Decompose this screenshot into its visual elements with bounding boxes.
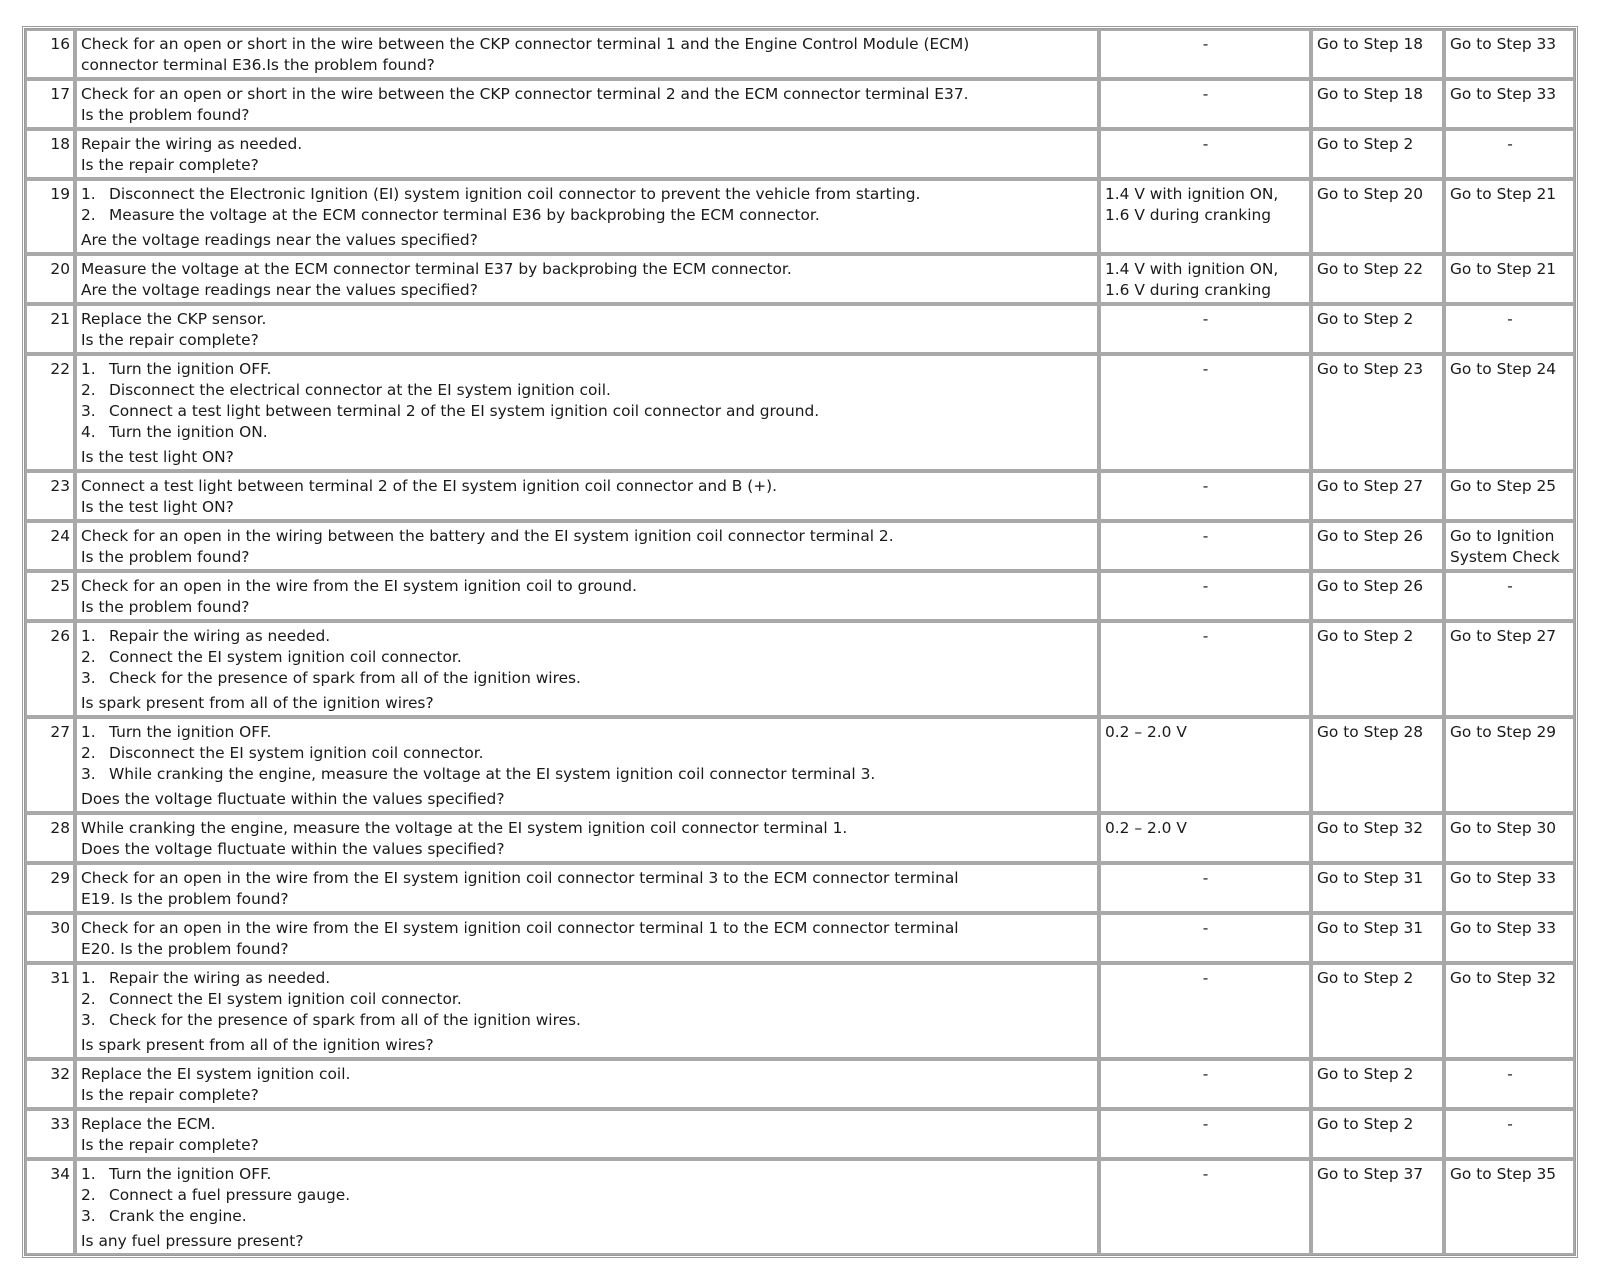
step-number: 33 bbox=[25, 1109, 75, 1159]
no-action: - bbox=[1444, 1109, 1575, 1159]
yes-action: Go to Step 28 bbox=[1311, 717, 1444, 813]
step-value: 0.2 – 2.0 V bbox=[1099, 813, 1311, 863]
step-question: Is the test light ON? bbox=[81, 448, 234, 466]
action-line: Replace the ECM. bbox=[81, 1115, 216, 1133]
action-line: Check for an open or short in the wire between the CKP connector terminal 2 and the ECM connector terminal E37. bbox=[81, 85, 969, 103]
action-list-item bbox=[81, 968, 1094, 989]
list-item-number: 3. bbox=[81, 1207, 96, 1225]
step-value: - bbox=[1099, 621, 1311, 717]
list-item-text: Disconnect the Electronic Ignition (EI) system ignition coil connector to prevent the vehicle from starting. bbox=[109, 185, 921, 203]
list-item-number: 1. bbox=[81, 723, 96, 741]
diagnostic-table bbox=[22, 26, 1578, 1258]
step-number: 26 bbox=[25, 621, 75, 717]
action-list-item bbox=[81, 1164, 1094, 1185]
yes-action: Go to Step 20 bbox=[1311, 179, 1444, 254]
table-row bbox=[25, 863, 1575, 913]
step-value: - bbox=[1099, 304, 1311, 354]
action-line: Replace the CKP sensor. bbox=[81, 310, 267, 328]
step-value: - bbox=[1099, 521, 1311, 571]
list-item-text: Connect a fuel pressure gauge. bbox=[109, 1186, 351, 1204]
no-action: Go to Step 27 bbox=[1444, 621, 1575, 717]
action-list bbox=[81, 626, 1094, 689]
step-question: Is spark present from all of the ignition wires? bbox=[81, 694, 434, 712]
action-line: Is the problem found? bbox=[81, 598, 250, 616]
list-item-text: Check for the presence of spark from all of the ignition wires. bbox=[109, 1011, 581, 1029]
no-action: Go to Step 33 bbox=[1444, 863, 1575, 913]
action-line: Check for an open in the wire from the EI system ignition coil connector terminal 3 to the ECM connector terminal bbox=[81, 869, 959, 887]
step-number: 31 bbox=[25, 963, 75, 1059]
step-action bbox=[75, 521, 1099, 571]
action-line: Replace the EI system ignition coil. bbox=[81, 1065, 351, 1083]
table-row bbox=[25, 913, 1575, 963]
list-item-text: Connect the EI system ignition coil connector. bbox=[109, 648, 462, 666]
action-list-item bbox=[81, 1185, 1094, 1206]
table-row bbox=[25, 179, 1575, 254]
step-value: 1.4 V with ignition ON, 1.6 V during cranking bbox=[1099, 254, 1311, 304]
list-item-number: 3. bbox=[81, 765, 96, 783]
no-action: Go to Step 21 bbox=[1444, 254, 1575, 304]
list-item-number: 2. bbox=[81, 648, 96, 666]
list-item-text: Disconnect the EI system ignition coil connector. bbox=[109, 744, 484, 762]
action-list-item bbox=[81, 401, 1094, 422]
step-action bbox=[75, 1109, 1099, 1159]
no-action: Go to Ignition System Check bbox=[1444, 521, 1575, 571]
table-row bbox=[25, 571, 1575, 621]
step-action bbox=[75, 1059, 1099, 1109]
action-list bbox=[81, 722, 1094, 785]
table-row bbox=[25, 254, 1575, 304]
yes-action: Go to Step 23 bbox=[1311, 354, 1444, 471]
action-list bbox=[81, 968, 1094, 1031]
step-action bbox=[75, 621, 1099, 717]
list-item-number: 2. bbox=[81, 744, 96, 762]
no-action: Go to Step 33 bbox=[1444, 79, 1575, 129]
action-list-item bbox=[81, 647, 1094, 668]
action-line: Connect a test light between terminal 2 of the EI system ignition coil connector and B (+). bbox=[81, 477, 778, 495]
action-list bbox=[81, 1164, 1094, 1227]
table-row bbox=[25, 354, 1575, 471]
action-list-item bbox=[81, 722, 1094, 743]
action-line: Are the voltage readings near the values specified? bbox=[81, 281, 478, 299]
list-item-number: 1. bbox=[81, 360, 96, 378]
yes-action: Go to Step 37 bbox=[1311, 1159, 1444, 1255]
step-question: Does the voltage fluctuate within the values specified? bbox=[81, 790, 505, 808]
no-action: Go to Step 35 bbox=[1444, 1159, 1575, 1255]
action-list-item bbox=[81, 1010, 1094, 1031]
step-number: 16 bbox=[25, 29, 75, 79]
action-line: Check for an open in the wire from the EI system ignition coil connector terminal 1 to the ECM connector terminal bbox=[81, 919, 959, 937]
list-item-text: Check for the presence of spark from all of the ignition wires. bbox=[109, 669, 581, 687]
action-list-item bbox=[81, 1206, 1094, 1227]
yes-action: Go to Step 31 bbox=[1311, 913, 1444, 963]
list-item-text: Turn the ignition ON. bbox=[109, 423, 268, 441]
yes-action: Go to Step 27 bbox=[1311, 471, 1444, 521]
yes-action: Go to Step 26 bbox=[1311, 571, 1444, 621]
list-item-text: Turn the ignition OFF. bbox=[109, 360, 272, 378]
list-item-number: 2. bbox=[81, 381, 96, 399]
list-item-number: 3. bbox=[81, 402, 96, 420]
no-action: Go to Step 32 bbox=[1444, 963, 1575, 1059]
step-value: - bbox=[1099, 354, 1311, 471]
action-line: Is the problem found? bbox=[81, 106, 250, 124]
step-number: 17 bbox=[25, 79, 75, 129]
action-line: Check for an open in the wiring between the battery and the EI system ignition coil connector terminal 2. bbox=[81, 527, 894, 545]
action-list-item bbox=[81, 359, 1094, 380]
action-list-item bbox=[81, 626, 1094, 647]
step-action bbox=[75, 129, 1099, 179]
step-action bbox=[75, 717, 1099, 813]
step-value: 0.2 – 2.0 V bbox=[1099, 717, 1311, 813]
action-line: Is the repair complete? bbox=[81, 1136, 259, 1154]
step-value: - bbox=[1099, 1109, 1311, 1159]
step-action bbox=[75, 29, 1099, 79]
step-action bbox=[75, 471, 1099, 521]
list-item-text: Measure the voltage at the ECM connector terminal E36 by backprobing the ECM connector. bbox=[109, 206, 820, 224]
action-line: Does the voltage fluctuate within the values specified? bbox=[81, 840, 505, 858]
action-list-item bbox=[81, 668, 1094, 689]
no-action: Go to Step 33 bbox=[1444, 913, 1575, 963]
step-number: 18 bbox=[25, 129, 75, 179]
list-item-number: 2. bbox=[81, 1186, 96, 1204]
action-list-item bbox=[81, 184, 1094, 205]
step-value: - bbox=[1099, 1159, 1311, 1255]
step-number: 19 bbox=[25, 179, 75, 254]
action-list-item bbox=[81, 422, 1094, 443]
no-action: Go to Step 25 bbox=[1444, 471, 1575, 521]
table-row bbox=[25, 963, 1575, 1059]
no-action: Go to Step 33 bbox=[1444, 29, 1575, 79]
no-action: Go to Step 24 bbox=[1444, 354, 1575, 471]
step-number: 25 bbox=[25, 571, 75, 621]
list-item-number: 3. bbox=[81, 669, 96, 687]
action-line: E19. Is the problem found? bbox=[81, 890, 289, 908]
list-item-text: Repair the wiring as needed. bbox=[109, 969, 331, 987]
action-list bbox=[81, 359, 1094, 443]
action-line: E20. Is the problem found? bbox=[81, 940, 289, 958]
action-line: Repair the wiring as needed. bbox=[81, 135, 303, 153]
step-question: Is spark present from all of the ignition wires? bbox=[81, 1036, 434, 1054]
yes-action: Go to Step 32 bbox=[1311, 813, 1444, 863]
list-item-number: 2. bbox=[81, 990, 96, 1008]
step-value: - bbox=[1099, 913, 1311, 963]
step-value: - bbox=[1099, 471, 1311, 521]
no-action: Go to Step 29 bbox=[1444, 717, 1575, 813]
step-number: 23 bbox=[25, 471, 75, 521]
action-line: Is the repair complete? bbox=[81, 331, 259, 349]
step-number: 21 bbox=[25, 304, 75, 354]
table-row bbox=[25, 79, 1575, 129]
no-action: - bbox=[1444, 1059, 1575, 1109]
action-line: While cranking the engine, measure the voltage at the EI system ignition coil connector terminal 1. bbox=[81, 819, 848, 837]
table-row bbox=[25, 621, 1575, 717]
list-item-text: Connect a test light between terminal 2 of the EI system ignition coil connector and ground. bbox=[109, 402, 820, 420]
action-list-item bbox=[81, 380, 1094, 401]
action-list-item bbox=[81, 205, 1094, 226]
no-action: - bbox=[1444, 304, 1575, 354]
list-item-number: 1. bbox=[81, 627, 96, 645]
list-item-text: Turn the ignition OFF. bbox=[109, 723, 272, 741]
action-list-item bbox=[81, 764, 1094, 785]
table-row bbox=[25, 521, 1575, 571]
yes-action: Go to Step 18 bbox=[1311, 29, 1444, 79]
step-action bbox=[75, 571, 1099, 621]
list-item-text: Connect the EI system ignition coil connector. bbox=[109, 990, 462, 1008]
table-row bbox=[25, 129, 1575, 179]
action-line: connector terminal E36.Is the problem found? bbox=[81, 56, 435, 74]
yes-action: Go to Step 2 bbox=[1311, 304, 1444, 354]
step-value: - bbox=[1099, 571, 1311, 621]
step-action bbox=[75, 813, 1099, 863]
yes-action: Go to Step 2 bbox=[1311, 1109, 1444, 1159]
action-line: Is the repair complete? bbox=[81, 156, 259, 174]
step-number: 29 bbox=[25, 863, 75, 913]
table-row bbox=[25, 1109, 1575, 1159]
action-line: Is the repair complete? bbox=[81, 1086, 259, 1104]
yes-action: Go to Step 2 bbox=[1311, 621, 1444, 717]
no-action: - bbox=[1444, 129, 1575, 179]
list-item-text: Crank the engine. bbox=[109, 1207, 247, 1225]
table-row bbox=[25, 1059, 1575, 1109]
step-value: 1.4 V with ignition ON, 1.6 V during cranking bbox=[1099, 179, 1311, 254]
table-row bbox=[25, 1159, 1575, 1255]
list-item-number: 1. bbox=[81, 1165, 96, 1183]
action-line: Is the problem found? bbox=[81, 548, 250, 566]
yes-action: Go to Step 31 bbox=[1311, 863, 1444, 913]
list-item-number: 1. bbox=[81, 185, 96, 203]
list-item-text: Repair the wiring as needed. bbox=[109, 627, 331, 645]
yes-action: Go to Step 2 bbox=[1311, 963, 1444, 1059]
step-action bbox=[75, 913, 1099, 963]
table-row bbox=[25, 471, 1575, 521]
step-action bbox=[75, 304, 1099, 354]
step-number: 30 bbox=[25, 913, 75, 963]
step-action bbox=[75, 254, 1099, 304]
step-action bbox=[75, 179, 1099, 254]
step-number: 34 bbox=[25, 1159, 75, 1255]
list-item-number: 1. bbox=[81, 969, 96, 987]
action-line: Check for an open in the wire from the EI system ignition coil to ground. bbox=[81, 577, 637, 595]
step-action bbox=[75, 79, 1099, 129]
yes-action: Go to Step 2 bbox=[1311, 1059, 1444, 1109]
step-number: 22 bbox=[25, 354, 75, 471]
yes-action: Go to Step 22 bbox=[1311, 254, 1444, 304]
yes-action: Go to Step 26 bbox=[1311, 521, 1444, 571]
table-row bbox=[25, 304, 1575, 354]
action-line: Measure the voltage at the ECM connector terminal E37 by backprobing the ECM connector. bbox=[81, 260, 792, 278]
step-question: Are the voltage readings near the values specified? bbox=[81, 231, 478, 249]
action-list bbox=[81, 184, 1094, 226]
no-action: - bbox=[1444, 571, 1575, 621]
yes-action: Go to Step 18 bbox=[1311, 79, 1444, 129]
no-action: Go to Step 30 bbox=[1444, 813, 1575, 863]
step-action bbox=[75, 354, 1099, 471]
table-row bbox=[25, 813, 1575, 863]
list-item-text: Disconnect the electrical connector at the EI system ignition coil. bbox=[109, 381, 611, 399]
step-action bbox=[75, 863, 1099, 913]
no-action: Go to Step 21 bbox=[1444, 179, 1575, 254]
list-item-text: While cranking the engine, measure the voltage at the EI system ignition coil connector terminal 3. bbox=[109, 765, 876, 783]
list-item-text: Turn the ignition OFF. bbox=[109, 1165, 272, 1183]
step-number: 28 bbox=[25, 813, 75, 863]
step-value: - bbox=[1099, 29, 1311, 79]
action-list-item bbox=[81, 743, 1094, 764]
step-value: - bbox=[1099, 1059, 1311, 1109]
list-item-number: 4. bbox=[81, 423, 96, 441]
step-value: - bbox=[1099, 863, 1311, 913]
step-number: 32 bbox=[25, 1059, 75, 1109]
step-value: - bbox=[1099, 79, 1311, 129]
action-line: Is the test light ON? bbox=[81, 498, 234, 516]
table-row bbox=[25, 717, 1575, 813]
step-number: 24 bbox=[25, 521, 75, 571]
step-number: 20 bbox=[25, 254, 75, 304]
step-question: Is any fuel pressure present? bbox=[81, 1232, 304, 1250]
yes-action: Go to Step 2 bbox=[1311, 129, 1444, 179]
step-number: 27 bbox=[25, 717, 75, 813]
action-line: Check for an open or short in the wire between the CKP connector terminal 1 and the Engine Control Module (ECM) bbox=[81, 35, 970, 53]
step-action bbox=[75, 1159, 1099, 1255]
action-list-item bbox=[81, 989, 1094, 1010]
list-item-number: 3. bbox=[81, 1011, 96, 1029]
step-action bbox=[75, 963, 1099, 1059]
step-value: - bbox=[1099, 963, 1311, 1059]
list-item-number: 2. bbox=[81, 206, 96, 224]
step-value: - bbox=[1099, 129, 1311, 179]
table-row bbox=[25, 29, 1575, 79]
